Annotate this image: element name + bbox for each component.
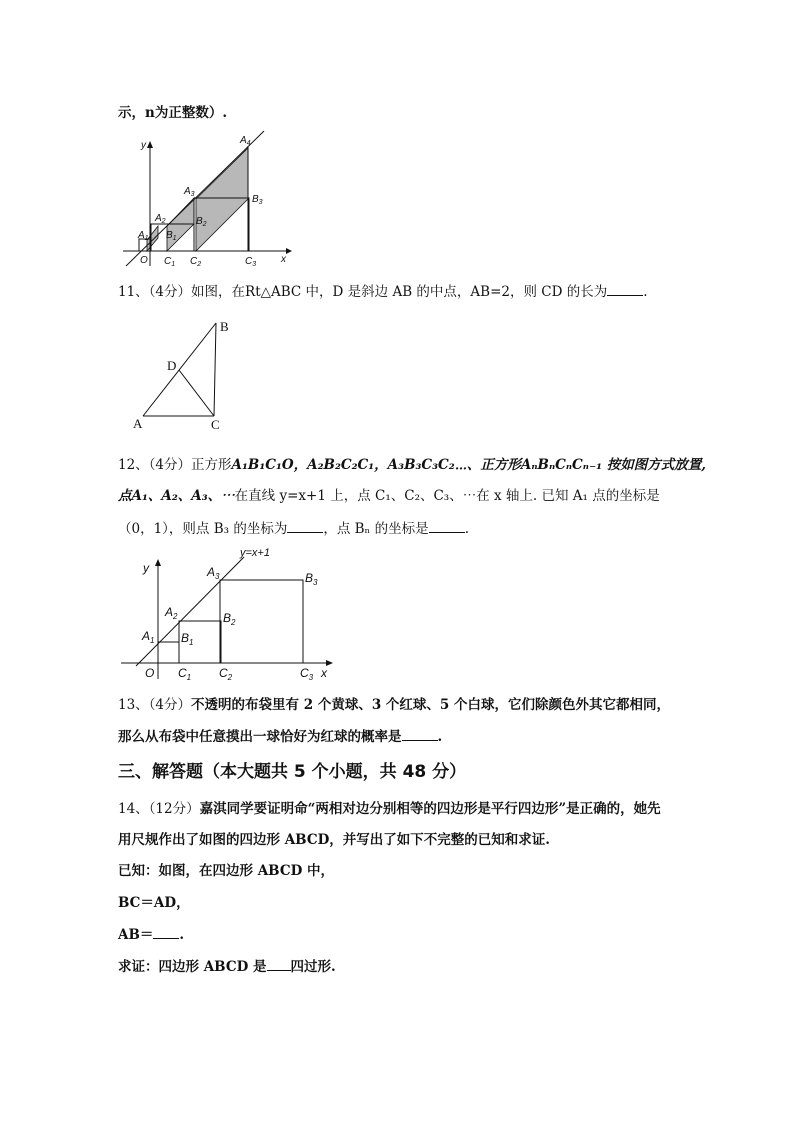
axis-x-label: x bbox=[281, 254, 286, 265]
figure-3-squares bbox=[118, 544, 348, 684]
q12-line1-c: AₙBₙCₙCₙ₋₁ 按如图方式放置, bbox=[520, 457, 706, 473]
q12-blank-bn[interactable] bbox=[429, 518, 465, 533]
q12-line3-a: （0，1），则点 B₃ 的坐标为 bbox=[118, 521, 288, 537]
square-1 bbox=[158, 642, 179, 663]
label-A1: $A_1$ bbox=[138, 230, 149, 242]
label-A: A bbox=[133, 416, 143, 431]
question-13-line2 bbox=[118, 726, 442, 747]
q11-number: 11、 bbox=[118, 284, 149, 300]
label-D: D bbox=[167, 358, 177, 373]
q14-prove-blank[interactable] bbox=[267, 956, 291, 971]
label-A3: $A_3$ bbox=[207, 565, 220, 581]
question-11 bbox=[118, 281, 648, 302]
q12-line3-b: ，点 Bₙ 的坐标是 bbox=[323, 521, 429, 537]
q13-answer-blank[interactable] bbox=[402, 726, 438, 741]
q14-line6-a: 求证：四边形 ABCD 是 bbox=[118, 959, 267, 975]
q11-end: . bbox=[643, 284, 648, 300]
label-B1: $B_1$ bbox=[166, 230, 177, 242]
label-C2: $C_2$ bbox=[219, 666, 233, 682]
axis-x-label: x bbox=[321, 666, 327, 680]
label-C2: $C_2$ bbox=[190, 256, 202, 268]
y-arrow bbox=[155, 559, 161, 566]
q12-line2-a: 点A₁、A₂、A₃、⋯ bbox=[118, 488, 235, 504]
question-13-line1 bbox=[118, 695, 670, 715]
label-A2: $A_2$ bbox=[155, 213, 166, 225]
section-3-heading: 三、解答题（本大题共 5 个小题，共 48 分） bbox=[118, 762, 467, 782]
label-B2: $B_2$ bbox=[223, 611, 236, 627]
label-B3: $B_3$ bbox=[305, 571, 318, 587]
q14-line5: AB＝ bbox=[118, 927, 154, 943]
q14-score: （12分） bbox=[148, 801, 200, 817]
question-14-line1 bbox=[118, 799, 661, 819]
q12-number: 12、 bbox=[118, 457, 149, 473]
label-B: B bbox=[220, 319, 229, 334]
q12-line3-end: . bbox=[464, 521, 469, 537]
question-12-line3 bbox=[118, 518, 469, 539]
q14-ab-blank[interactable] bbox=[153, 924, 179, 939]
q12-line1-a: 正方形 bbox=[191, 457, 232, 473]
y-arrow bbox=[147, 141, 153, 148]
q12-blank-b3[interactable] bbox=[287, 518, 323, 533]
question-12-line2 bbox=[118, 486, 660, 506]
q13-line1: 不透明的布袋里有 2 个黄球、3 个红球、5 个白球，它们除颜色外其它都相同， bbox=[191, 697, 671, 713]
label-A4: $A_4$ bbox=[240, 135, 251, 147]
axis-y-label: y bbox=[141, 140, 146, 151]
label-A2: $A_2$ bbox=[165, 605, 178, 621]
x-arrow bbox=[286, 248, 292, 254]
q13-end: . bbox=[437, 729, 443, 745]
line-label: y=x+1 bbox=[240, 547, 270, 559]
x-arrow bbox=[326, 660, 333, 666]
label-C1: $C_1$ bbox=[164, 256, 176, 268]
shade-3 bbox=[196, 148, 248, 251]
question-14-prove bbox=[118, 956, 336, 977]
side-BC bbox=[214, 323, 216, 416]
q10-tail: 示，n为正整数）. bbox=[118, 105, 228, 121]
q12-line1-b: A₁B₁C₁O，A₂B₂C₂C₁，A₃B₃C₃C₂⋯、正方形 bbox=[231, 457, 521, 473]
q13-score: （4分） bbox=[148, 697, 192, 713]
question-12-line1 bbox=[118, 455, 706, 475]
origin-label: O bbox=[140, 255, 148, 266]
axis-y-label: y bbox=[143, 561, 149, 575]
side-AB bbox=[143, 323, 216, 416]
label-B1: $B_1$ bbox=[181, 631, 194, 647]
q11-text: 如图，在Rt△ABC 中，D 是斜边 AB 的中点，AB=2，则 CD 的长为 bbox=[191, 284, 608, 300]
q14-line5-end: . bbox=[179, 927, 185, 943]
question-14-line2: 用尺规作出了如图的四边形 ABCD，并写出了如下不完整的已知和求证. bbox=[118, 832, 550, 848]
q12-score: （4分） bbox=[148, 457, 192, 473]
segment-CD bbox=[179, 370, 214, 416]
origin-label: O bbox=[145, 666, 155, 680]
q14-line1: 嘉淇同学要证明命“两相对边分别相等的四边形是平行四边形”是正确的，她先 bbox=[199, 801, 661, 817]
question-14-bc-ad: BC＝AD， bbox=[118, 895, 190, 911]
label-C3: $C_3$ bbox=[300, 666, 314, 682]
q13-line2: 那么从布袋中任意摸出一球恰好为红球的概率是 bbox=[118, 729, 402, 745]
label-B3: $B_3$ bbox=[252, 194, 263, 206]
q14-line6-b: 四过形. bbox=[290, 959, 336, 975]
label-C3: $C_3$ bbox=[245, 256, 257, 268]
label-C: C bbox=[211, 417, 220, 432]
question-14-given: 已知：如图，在四边形 ABCD 中， bbox=[118, 863, 334, 879]
figure-1-staircase bbox=[118, 126, 298, 271]
label-C1: $C_1$ bbox=[178, 666, 192, 682]
label-A3: $A_3$ bbox=[184, 186, 195, 198]
q11-answer-blank[interactable] bbox=[607, 281, 643, 296]
q13-number: 13、 bbox=[118, 697, 149, 713]
q11-score: （4分） bbox=[148, 284, 192, 300]
figure-2-triangle bbox=[130, 318, 240, 433]
q12-line2-b: 在直线 y=x+1 上，点 C₁、C₂、C₃、⋯在 x 轴上. 已知 A₁ 点的坐标是 bbox=[234, 488, 660, 504]
question-14-ab bbox=[118, 924, 184, 945]
label-A1: $A_1$ bbox=[142, 629, 155, 645]
q14-number: 14、 bbox=[118, 801, 149, 817]
label-B2: $B_2$ bbox=[196, 216, 207, 228]
